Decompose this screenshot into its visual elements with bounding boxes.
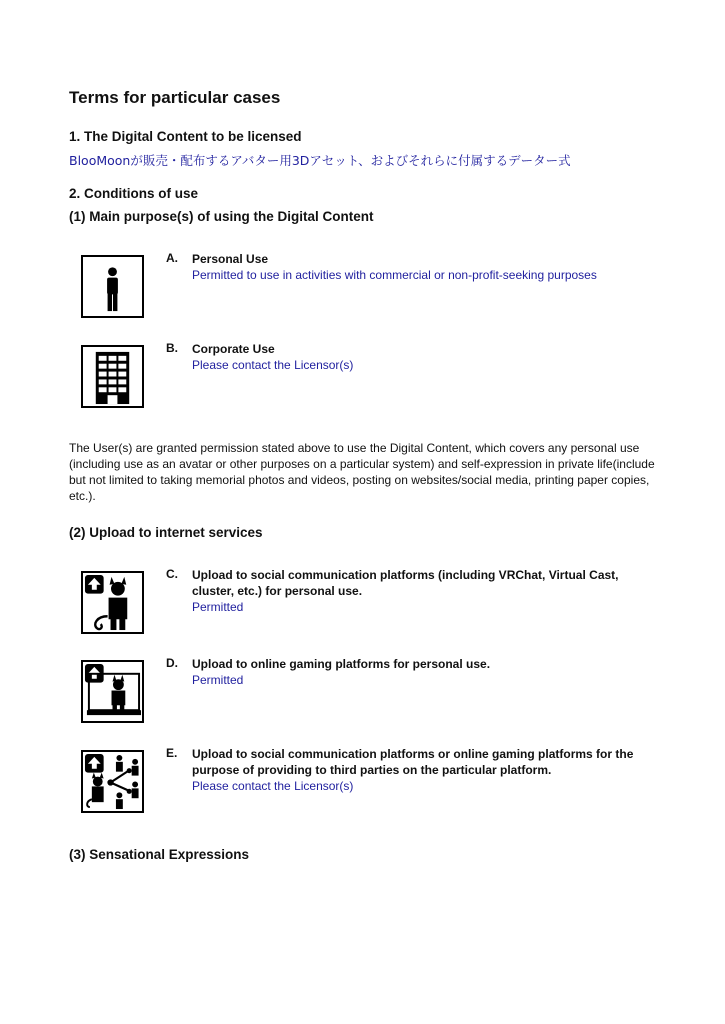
upload-share-icon (81, 750, 144, 813)
person-icon (81, 255, 144, 318)
subsection-1-heading: (1) Main purpose(s) of using the Digital Content (69, 209, 374, 224)
subsection-2-heading: (2) Upload to internet services (69, 525, 263, 540)
item-c-status: Permitted (192, 600, 244, 614)
item-b (192, 341, 652, 373)
upload-gaming-icon (81, 660, 144, 723)
item-c (192, 567, 652, 615)
page-title: Terms for particular cases (69, 88, 281, 107)
upload-avatar-icon (81, 571, 144, 634)
item-d (192, 656, 652, 688)
item-b-status: Please contact the Licensor(s) (192, 358, 354, 372)
item-a (192, 251, 652, 283)
subsection-3-heading: (3) Sensational Expressions (69, 847, 250, 862)
item-d-letter: D. (166, 656, 178, 670)
personal-use-paragraph: The User(s) are granted permission stated above to use the Digital Content, which covers any personal use (including use as an avatar or other purposes on a particular system) and self-expression in private life(include but not limited to taking memorial photos and videos, posting on websites/social media, printing paper copies, etc.). (69, 441, 655, 503)
item-e (192, 746, 652, 794)
section-2-heading: 2. Conditions of use (69, 186, 199, 201)
building-icon (81, 345, 144, 408)
item-e-title: Upload to social communication platforms or online gaming platforms for the purpose of providing to third parties on the particular platform. (192, 747, 634, 777)
item-e-status: Please contact the Licensor(s) (192, 779, 354, 793)
item-c-title: Upload to social communication platforms (including VRChat, Virtual Cast, cluster, etc.) for personal use. (192, 568, 619, 598)
item-e-letter: E. (166, 746, 178, 760)
item-a-letter: A. (166, 251, 178, 265)
section-1-heading: 1. The Digital Content to be licensed (69, 129, 302, 144)
item-a-status: Permitted to use in activities with commercial or non-profit-seeking purposes (192, 268, 597, 282)
item-b-letter: B. (166, 341, 178, 355)
item-d-status: Permitted (192, 673, 244, 687)
section-1-content: BlooMoonが販売・配布するアバター用3Dアセット、およびそれらに付属するデーター式 (69, 153, 571, 168)
item-c-letter: C. (166, 567, 178, 581)
item-b-title: Corporate Use (192, 342, 275, 356)
item-d-title: Upload to online gaming platforms for personal use. (192, 657, 491, 671)
item-a-title: Personal Use (192, 252, 269, 266)
